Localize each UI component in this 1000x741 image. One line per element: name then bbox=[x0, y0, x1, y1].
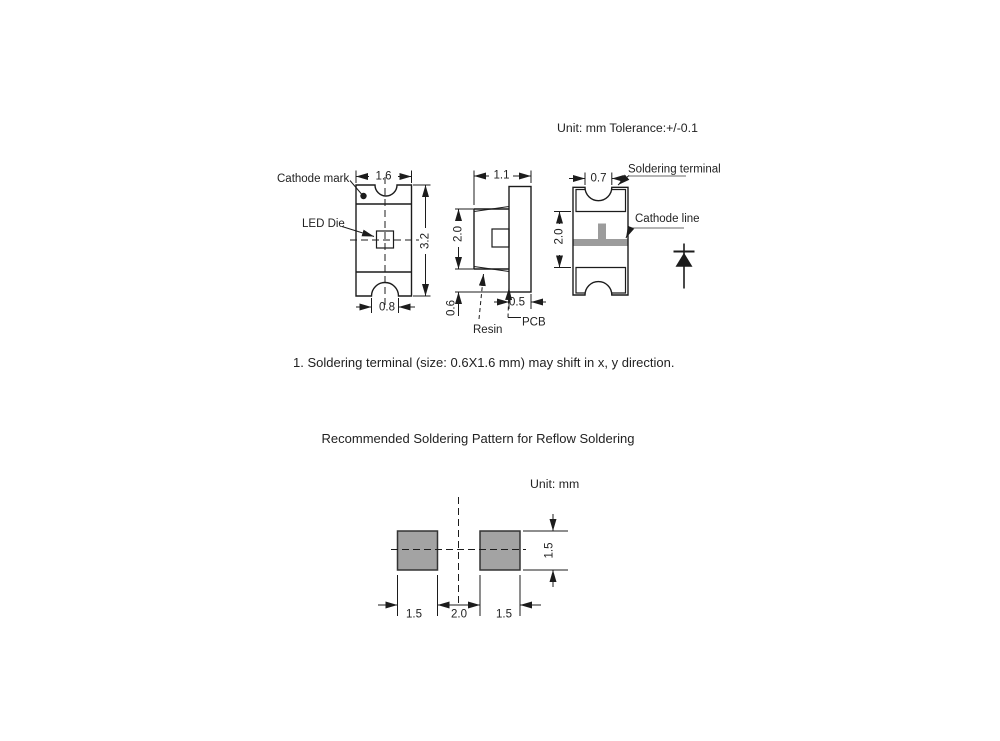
dim-2-0-side: 2.0 bbox=[452, 226, 465, 242]
dim-0-5: 0.5 bbox=[509, 296, 525, 309]
back-view bbox=[554, 164, 721, 296]
dim-1-1: 1.1 bbox=[493, 169, 510, 182]
dim-0-8: 0.8 bbox=[379, 301, 395, 314]
side-dim-resin bbox=[453, 209, 475, 269]
soldering-terminal-leader bbox=[618, 176, 629, 186]
dim-1-5-height: 1.5 bbox=[543, 542, 556, 559]
dim-2-0-gap: 2.0 bbox=[451, 608, 467, 621]
dim-0-6: 0.6 bbox=[445, 300, 458, 316]
dim-1-5-left: 1.5 bbox=[406, 608, 422, 621]
shift-note: 1. Soldering terminal (size: 0.6X1.6 mm) may shift in x, y direction. bbox=[293, 355, 675, 370]
front-dim-width bbox=[356, 171, 412, 184]
diode-symbol bbox=[674, 244, 695, 289]
dim-3-2: 3.2 bbox=[419, 233, 432, 249]
front-dim-length bbox=[413, 185, 432, 296]
units-tolerance-note: Unit: mm Tolerance:+/-0.1 bbox=[557, 121, 698, 135]
side-dim-pcb bbox=[494, 294, 546, 309]
front-view bbox=[277, 171, 432, 314]
cathode-line-bar bbox=[573, 239, 628, 246]
led-die-leader bbox=[342, 227, 374, 237]
pcb-label: PCB bbox=[522, 316, 546, 329]
side-dim-terminal bbox=[446, 292, 510, 316]
cathode-mark-dot bbox=[360, 193, 366, 199]
dim-1-6: 1.6 bbox=[375, 170, 392, 183]
back-dim-notch bbox=[569, 173, 628, 186]
cathode-line-stub bbox=[598, 224, 606, 240]
resin-leader bbox=[479, 274, 484, 319]
right-pad bbox=[480, 531, 520, 570]
diode-triangle bbox=[676, 253, 693, 267]
resin-label: Resin bbox=[473, 324, 503, 336]
dim-0-7: 0.7 bbox=[590, 172, 607, 185]
dim-2-0-back: 2.0 bbox=[553, 228, 566, 245]
die-protrusion bbox=[492, 229, 509, 247]
pattern-dim-chain bbox=[378, 575, 541, 621]
back-terminal-bottom bbox=[576, 268, 626, 294]
back-dim-mid bbox=[554, 212, 572, 268]
pattern-title: Recommended Soldering Pattern for Reflow Soldering bbox=[321, 431, 635, 446]
pattern-dim-pad-height bbox=[523, 514, 568, 587]
cathode-line-label: Cathode line bbox=[635, 213, 700, 225]
soldering-terminal-label: Soldering terminal bbox=[628, 163, 721, 176]
pcb-body bbox=[509, 187, 531, 293]
side-dim-thickness bbox=[474, 170, 531, 206]
solder-pattern bbox=[322, 431, 635, 621]
led-die-label: LED Die bbox=[302, 218, 345, 230]
pattern-unit-note: Unit: mm bbox=[530, 477, 580, 491]
cathode-mark-label: Cathode mark bbox=[277, 173, 350, 185]
dim-1-5-right: 1.5 bbox=[496, 608, 512, 621]
side-view bbox=[446, 170, 547, 337]
left-pad bbox=[398, 531, 438, 570]
